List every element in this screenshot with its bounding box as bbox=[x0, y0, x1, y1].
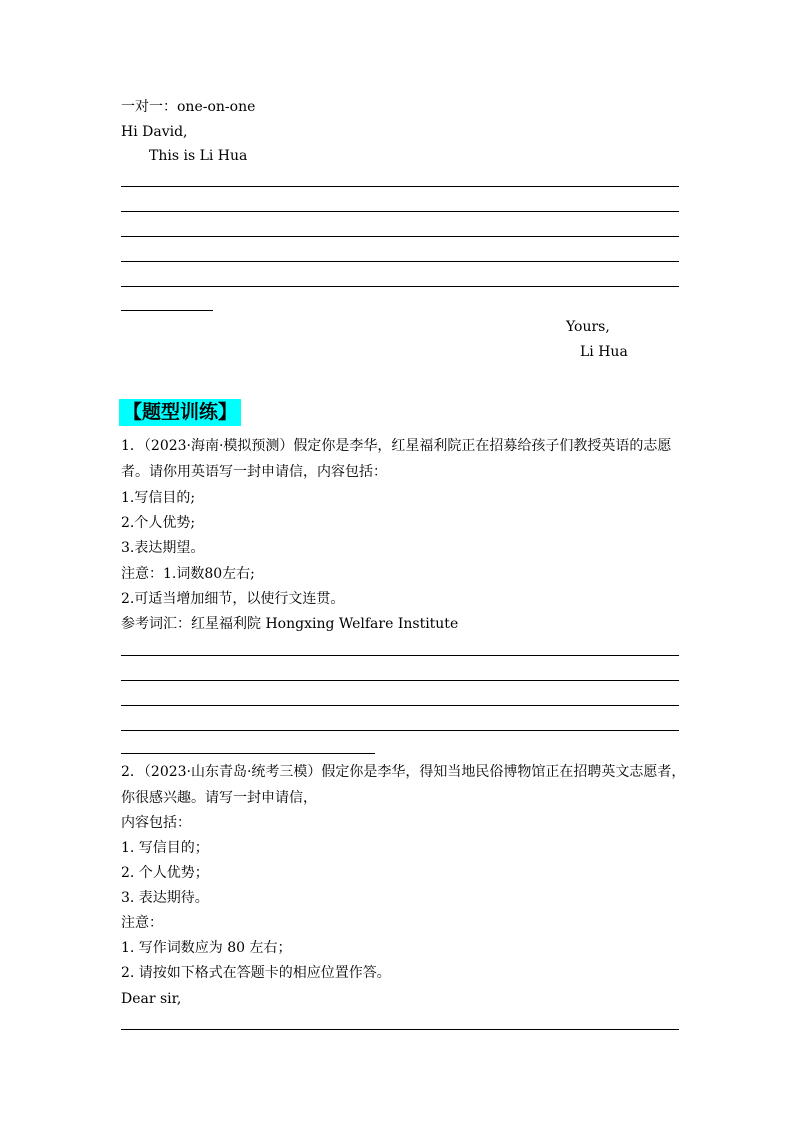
task2-note: 2. 请按如下格式在答题卡的相应位置作答。 bbox=[121, 965, 391, 981]
answer-line bbox=[121, 655, 679, 656]
letter-greeting: Hi David, bbox=[121, 124, 188, 140]
task2-prompt-line3: 内容包括： bbox=[121, 815, 191, 831]
answer-line bbox=[121, 705, 679, 706]
answer-line bbox=[121, 286, 679, 287]
letter-closing: Yours, bbox=[566, 319, 610, 335]
answer-line bbox=[121, 236, 679, 237]
answer-line bbox=[121, 1029, 679, 1030]
answer-line-short bbox=[121, 310, 213, 311]
task1-item: 1.写信目的; bbox=[121, 490, 196, 506]
task2-item: 1. 写信目的； bbox=[121, 840, 209, 856]
task2-item: 3. 表达期待。 bbox=[121, 890, 209, 906]
answer-line bbox=[121, 211, 679, 212]
task2-note-title: 注意： bbox=[121, 915, 163, 931]
task1-note: 2.可适当增加细节，以使行文连贯。 bbox=[121, 591, 345, 607]
task1-note: 注意：1.词数80左右; bbox=[121, 566, 255, 582]
vocab-note: 一对一：one-on-one bbox=[121, 99, 256, 115]
answer-line bbox=[121, 186, 679, 187]
answer-line bbox=[121, 680, 679, 681]
task1-item: 2.个人优势; bbox=[121, 515, 196, 531]
task1-item: 3.表达期望。 bbox=[121, 540, 205, 556]
task2-salutation: Dear sir, bbox=[121, 991, 182, 1007]
task1-vocab: 参考词汇：红星福利院 Hongxing Welfare Institute bbox=[121, 616, 459, 632]
task2-note: 1. 写作词数应为 80 左右； bbox=[121, 940, 292, 956]
task2-prompt-line2: 你很感兴趣。请写一封申请信， bbox=[121, 790, 317, 806]
letter-signature: Li Hua bbox=[580, 344, 628, 360]
task1-prompt-line1: 1．（2023·海南·模拟预测）假定你是李华，红星福利院正在招募给孩子们教授英语的志愿 bbox=[121, 438, 672, 454]
answer-line-short bbox=[121, 753, 375, 754]
answer-line bbox=[121, 730, 679, 731]
answer-line bbox=[121, 261, 679, 262]
task2-item: 2. 个人优势； bbox=[121, 865, 209, 881]
letter-opening: This is Li Hua bbox=[149, 148, 248, 164]
task2-prompt-line1: 2．（2023·山东青岛·统考三模）假定你是李华，得知当地民俗博物馆正在招聘英文志愿者， bbox=[121, 764, 686, 780]
section-heading: 【题型训练】 bbox=[119, 399, 241, 426]
task1-prompt-line2: 者。请你用英语写一封申请信，内容包括： bbox=[121, 464, 387, 480]
